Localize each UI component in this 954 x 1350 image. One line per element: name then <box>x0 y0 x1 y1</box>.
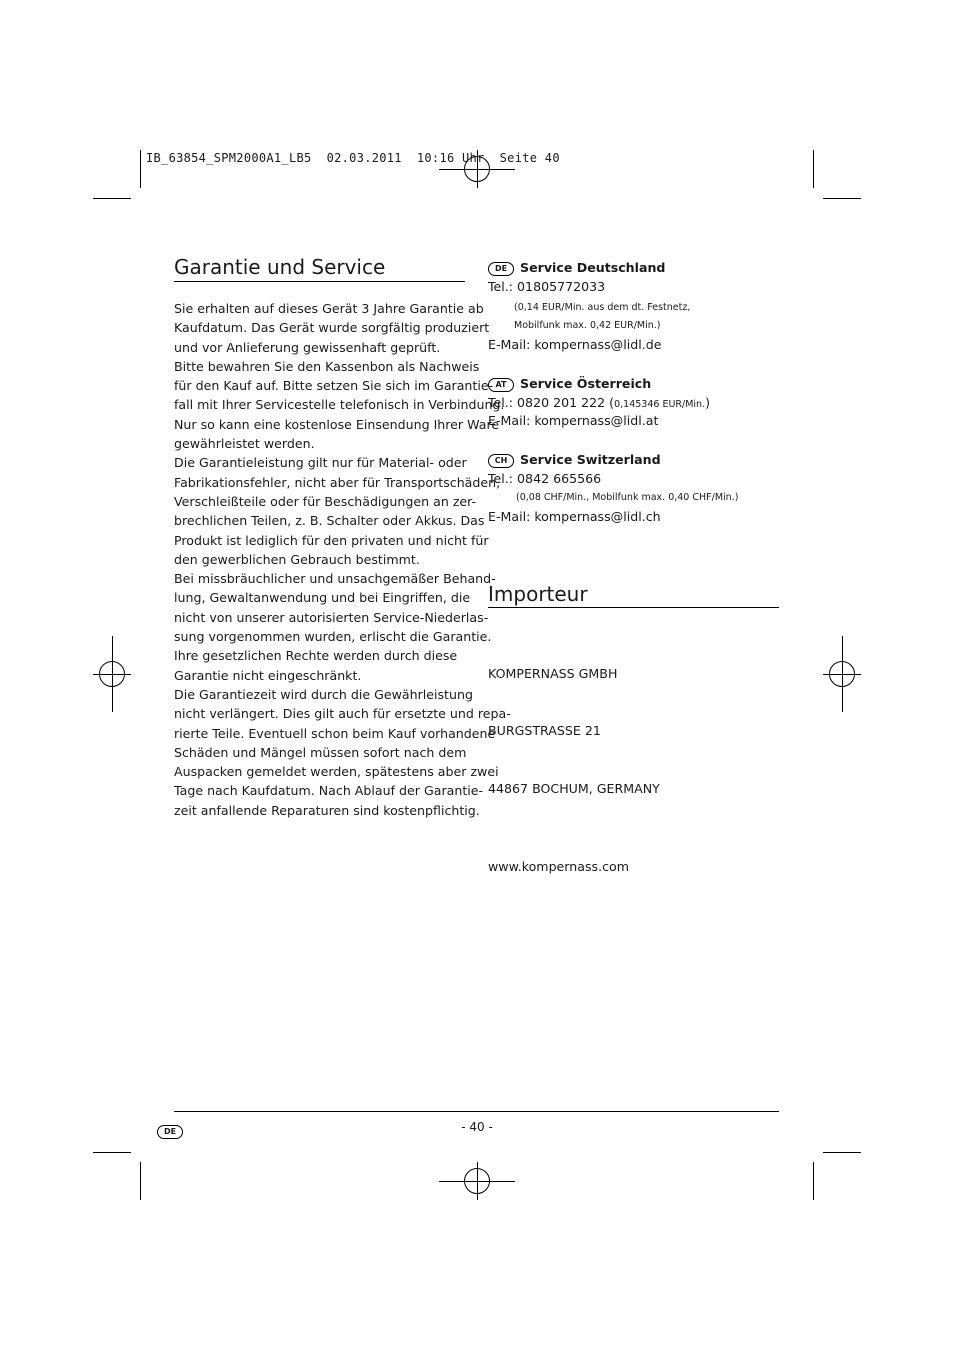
warranty-line: Bei missbräuchlicher und unsachgemäßer Behand- <box>174 571 496 587</box>
service-ch-note: (0,08 CHF/Min., Mobilfunk max. 0,40 CHF/Min.) <box>516 491 739 503</box>
warranty-line: Tage nach Kaufdatum. Nach Ablauf der Garantie- <box>174 783 484 799</box>
importer-heading: Importeur <box>488 582 588 606</box>
service-at-title: Service Österreich <box>520 376 652 391</box>
service-de-note1: (0,14 EUR/Min. aus dem dt. Festnetz, <box>514 301 691 313</box>
warranty-line: Nur so kann eine kostenlose Einsendung Ihrer Ware <box>174 416 500 432</box>
warranty-line: fall mit Ihrer Servicestelle telefonisch in Verbindung. <box>174 397 505 413</box>
service-at-tel: Tel.: 0820 201 222 ( <box>488 394 615 410</box>
warranty-line: den gewerblichen Gebrauch bestimmt. <box>174 551 420 567</box>
print-slug: IB_63854_SPM2000A1_LB5 02.03.2011 10:16 Uhr Seite 40 <box>146 151 560 165</box>
warranty-line: und vor Anlieferung gewissenhaft geprüft. <box>174 339 441 355</box>
importer-line2: BURGSTRASSE 21 <box>488 723 601 739</box>
warranty-line: Kaufdatum. Das Gerät wurde sorgfältig produziert <box>174 320 490 336</box>
importer-heading-rule <box>488 607 779 608</box>
footer-rule <box>174 1111 779 1112</box>
warranty-line: Die Garantiezeit wird durch die Gewährleistung <box>174 686 473 702</box>
warranty-text <box>174 299 511 820</box>
warranty-line: für den Kauf auf. Bitte setzen Sie sich im Garantie- <box>174 378 494 394</box>
service-de-note2: Mobilfunk max. 0,42 EUR/Min.) <box>514 319 661 331</box>
warranty-line: Verschleißteile oder für Beschädigungen an zer- <box>174 493 477 509</box>
warranty-line: Auspacken gemeldet werden, spätestens aber zwei <box>174 764 499 780</box>
service-de-email: E-Mail: kompernass@lidl.de <box>488 336 662 352</box>
importer-website: www.kompernass.com <box>488 859 629 875</box>
warranty-line: nicht von unserer autorisierten Service-Niederlas- <box>174 609 489 625</box>
footer-de-badge: DE <box>157 1125 183 1139</box>
warranty-line: gewährleistet werden. <box>174 436 315 452</box>
footer-badge <box>157 1121 189 1140</box>
warranty-line: nicht verlängert. Dies gilt auch für ersetzte und repa- <box>174 706 511 722</box>
service-switzerland <box>488 452 738 524</box>
left-column <box>174 255 385 279</box>
warranty-line: brechlichen Teilen, z. B. Schalter oder Akkus. Das <box>174 513 485 529</box>
service-ch-email: E-Mail: kompernass@lidl.ch <box>488 508 661 524</box>
service-germany <box>488 260 690 352</box>
service-at-tel-close: ) <box>705 394 711 410</box>
ch-badge: CH <box>488 454 514 468</box>
warranty-line: Produkt ist lediglich für den privaten und nicht für <box>174 532 489 548</box>
warranty-heading-rule <box>174 281 465 282</box>
warranty-line: Bitte bewahren Sie den Kassenbon als Nachweis <box>174 358 480 374</box>
at-badge: AT <box>488 378 514 392</box>
service-ch-tel: Tel.: 0842 665566 <box>488 470 602 486</box>
warranty-line: Ihre gesetzlichen Rechte werden durch diese <box>174 648 458 664</box>
importer-line1: KOMPERNASS GMBH <box>488 665 618 681</box>
importer-address <box>488 625 660 896</box>
warranty-line: Fabrikationsfehler, nicht aber für Transportschäden, <box>174 474 501 490</box>
warranty-line: Die Garantieleistung gilt nur für Material- oder <box>174 455 467 471</box>
service-de-title: Service Deutschland <box>520 260 666 275</box>
warranty-line: sung vorgenommen wurden, erlischt die Garantie. <box>174 629 492 645</box>
warranty-heading: Garantie und Service <box>174 255 386 279</box>
service-de-tel: Tel.: 01805772033 <box>488 278 606 294</box>
importer-section <box>488 582 588 606</box>
service-at-tel-note: 0,145346 EUR/Min. <box>614 398 706 410</box>
page-number: - 40 - <box>461 1120 493 1134</box>
warranty-line: Sie erhalten auf dieses Gerät 3 Jahre Garantie ab <box>174 301 484 316</box>
service-at-email: E-Mail: kompernass@lidl.at <box>488 412 659 428</box>
warranty-line: Schäden und Mängel müssen sofort nach dem <box>174 744 467 760</box>
warranty-line: rierte Teile. Eventuell schon beim Kauf vorhandene <box>174 725 496 741</box>
de-badge: DE <box>488 262 514 276</box>
warranty-line: lung, Gewaltanwendung und bei Eingriffen, die <box>174 590 471 606</box>
service-ch-title: Service Switzerland <box>520 452 661 467</box>
importer-line3: 44867 BOCHUM, GERMANY <box>488 781 660 797</box>
service-austria <box>488 376 710 428</box>
warranty-line: Garantie nicht eingeschränkt. <box>174 667 362 683</box>
warranty-line: zeit anfallende Reparaturen sind kostenpflichtig. <box>174 802 480 818</box>
